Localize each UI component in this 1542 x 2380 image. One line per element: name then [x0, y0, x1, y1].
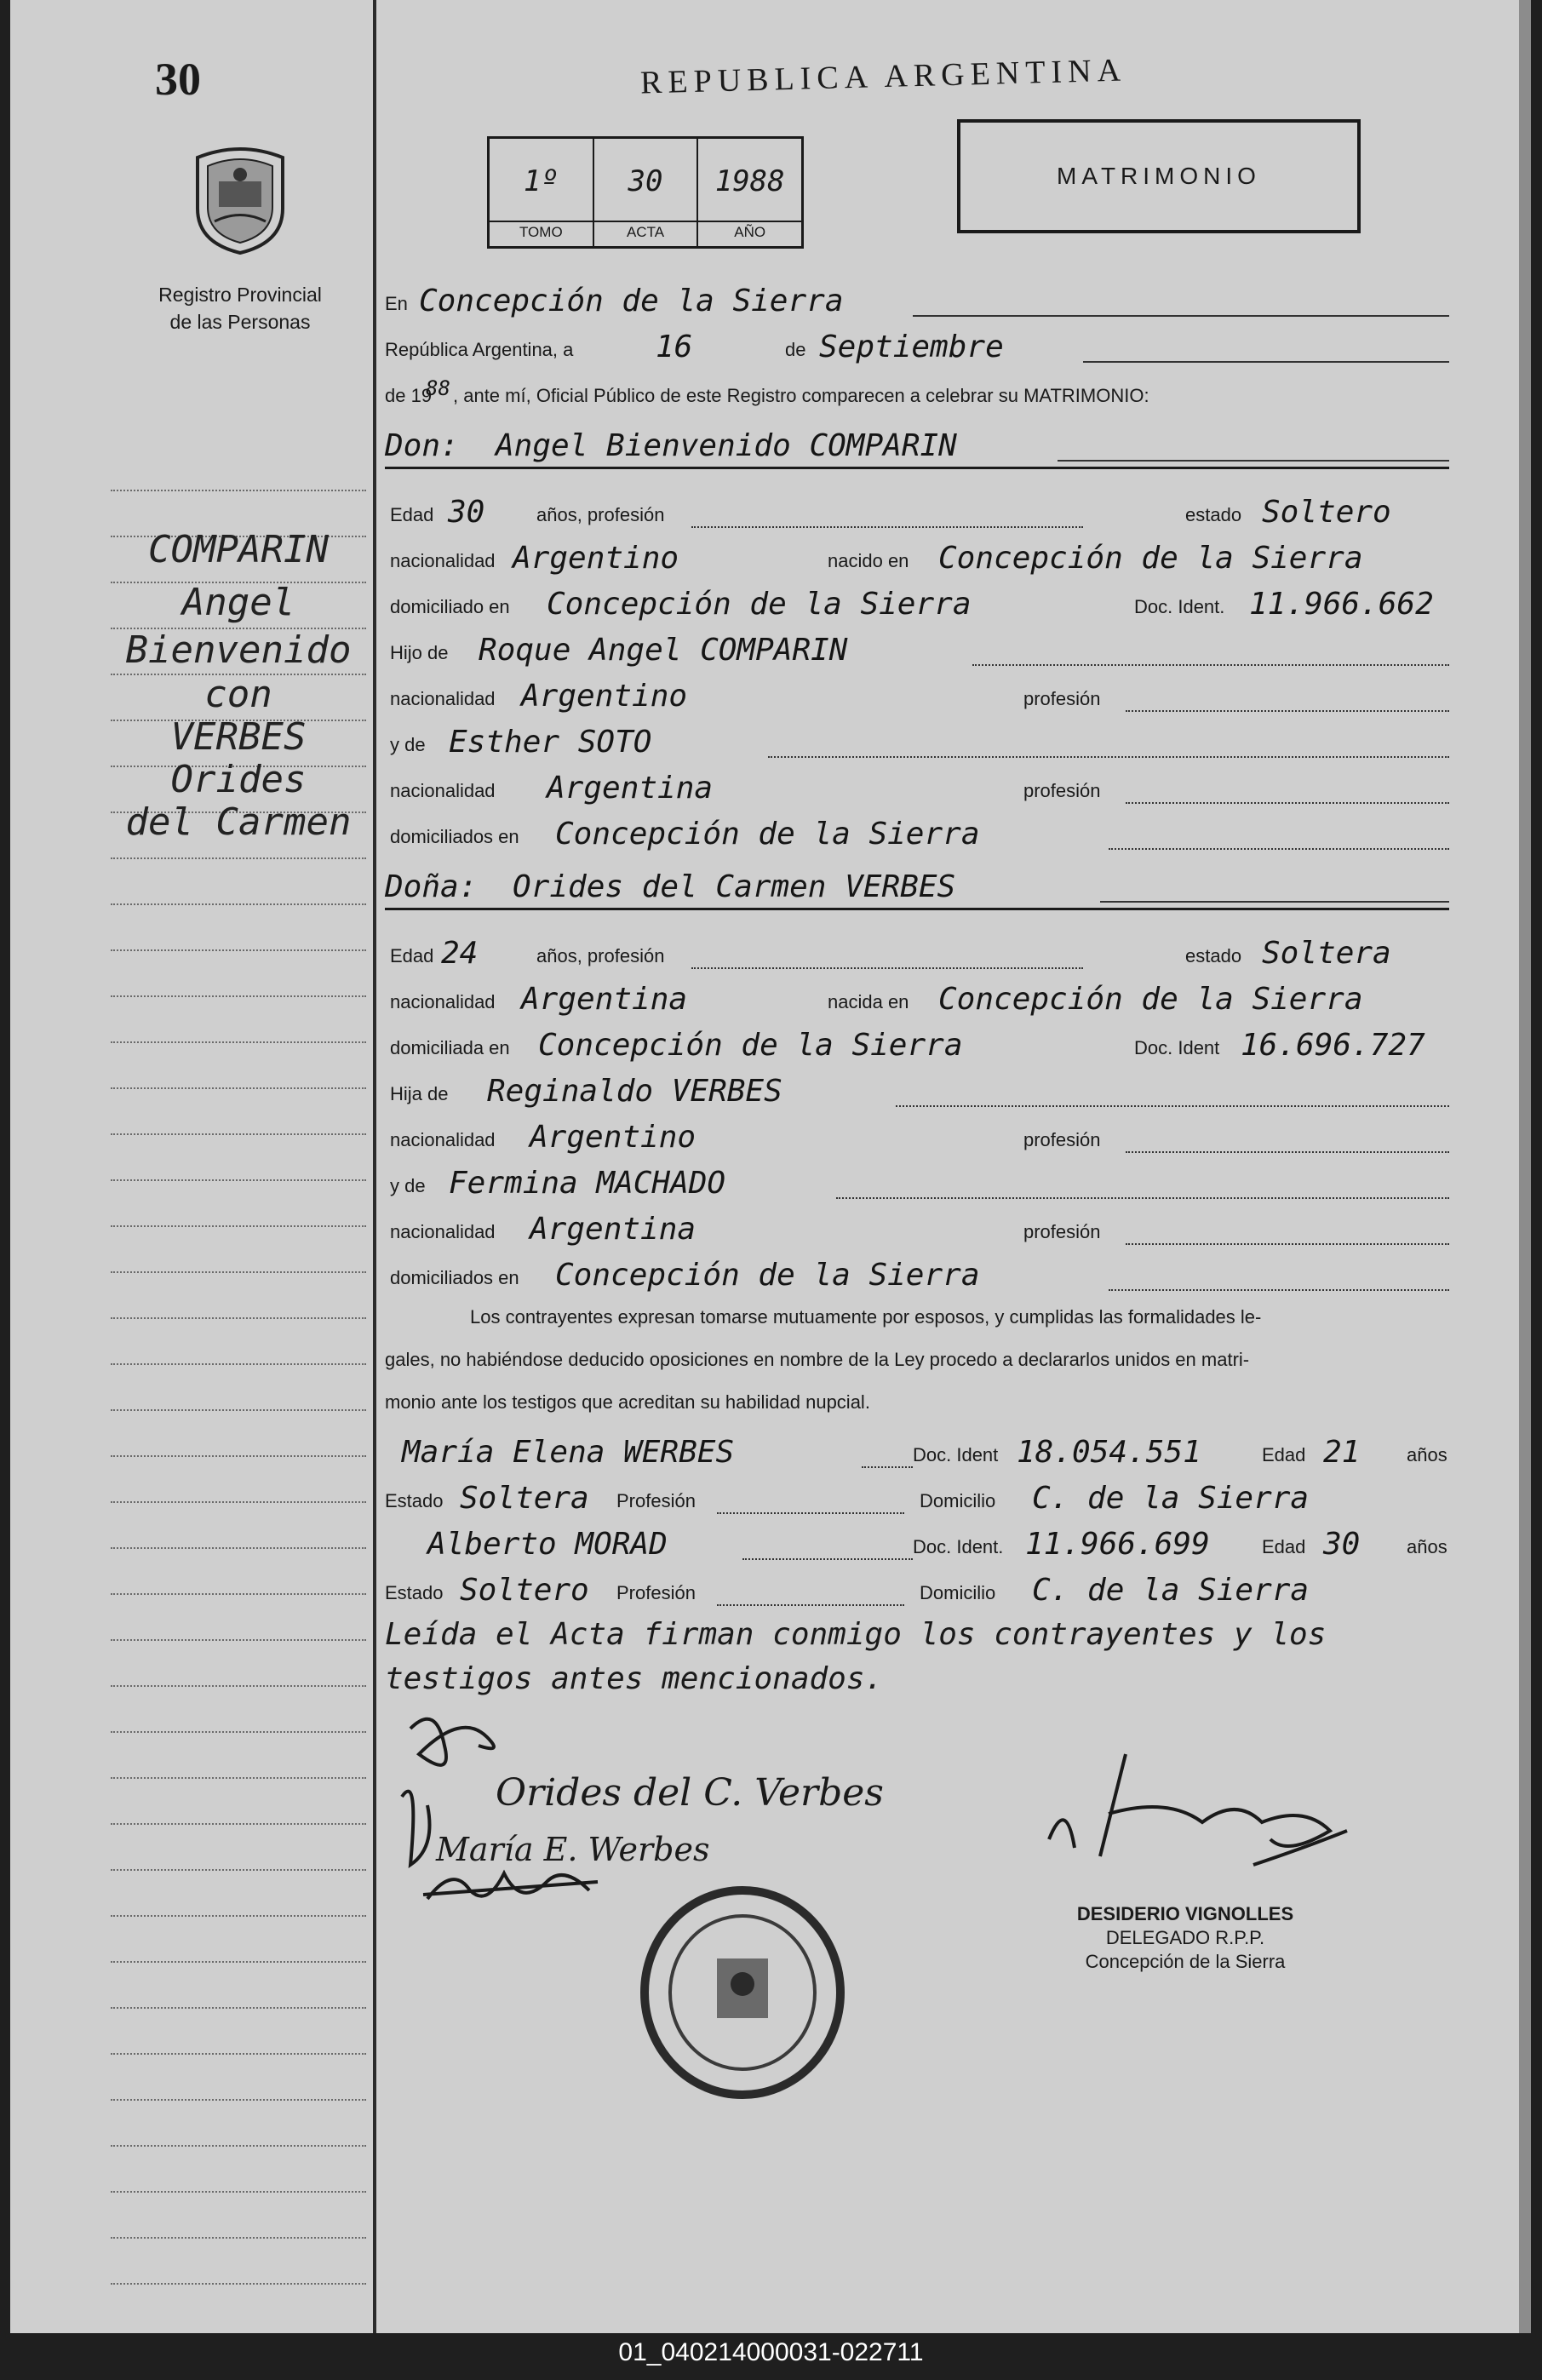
sidebar-rule [111, 1179, 366, 1181]
margin-name-line: con [204, 673, 272, 716]
registry-stamp-icon [636, 1882, 849, 2103]
bride-nationality-row: nacionalidad Argentina nacida en Concepción de la Sierra [390, 982, 1363, 1017]
acta-cell [594, 139, 699, 246]
ano-label: AÑO [698, 221, 801, 241]
witness2-name: Alberto MORAD [427, 1527, 668, 1562]
tomo-value: 1º [523, 164, 559, 198]
margin-name-line: COMPARIN [148, 528, 329, 571]
sidebar-rule [111, 1547, 366, 1549]
sidebar-rule [111, 1915, 366, 1917]
sidebar-rule [111, 1685, 366, 1687]
sidebar-rule [111, 903, 366, 905]
sidebar-rule [111, 2053, 366, 2055]
official-signature-icon [1032, 1746, 1356, 1873]
month-value: Septiembre [819, 330, 1004, 364]
page-number: 30 [155, 54, 201, 105]
margin-name-line: Orides [170, 758, 307, 801]
official-block [1015, 1902, 1356, 1974]
margin-name-line: Bienvenido [125, 628, 352, 672]
sidebar-rule [111, 1777, 366, 1779]
sidebar-rule [111, 1087, 366, 1089]
bride-age-row: Edad 24 años, profesión estado Soltera [390, 936, 1391, 971]
sidebar-rule [111, 1271, 366, 1273]
province-seal-icon [189, 141, 291, 255]
margin-name-line: Angel [181, 581, 295, 624]
declaration-paragraph: Los contrayentes expresan tomarse mutuamente por esposos, y cumplidas las formalidades le- gales, no habiéndose deducido oposiciones en nombre de la Ley procedo a declararlos unidos en matri- monio ante los testigos que acreditan su habilidad nupcial. [385, 1306, 1262, 1413]
sidebar-rule [111, 1731, 366, 1733]
sidebar-rule [111, 2145, 366, 2147]
sidebar-rule [111, 1133, 366, 1135]
witness1-details-row: Estado Soltera Profesión Domicilio C. de la Sierra [385, 1481, 1310, 1516]
sidebar-rule [111, 857, 366, 859]
witness1-row: María Elena WERBES Doc. Ident 18.054.551 Edad 21 años [402, 1435, 1447, 1470]
sidebar-rule [111, 2099, 366, 2101]
official-role: DELEGADO R.P.P. [1105, 1927, 1265, 1948]
date-row: República Argentina, a 16 de Septiembre [385, 327, 1449, 366]
acta-label: ACTA [594, 221, 697, 241]
witness-signature: María E. Werbes [436, 1831, 710, 1868]
year-row: de 19 88 , ante mí, Oficial Público de este Registro comparecen a celebrar su MATRIMONIO: [385, 376, 1149, 406]
groom-name: Angel Bienvenido COMPARIN [496, 428, 957, 463]
footer-code: 01_040214000031-022711 [618, 2338, 924, 2366]
groom-mother-nationality-row: nacionalidad Argentina profesión [385, 768, 1449, 807]
sidebar-rule [111, 1823, 366, 1825]
bride-father-nationality-row: nacionalidad Argentino profesión [385, 1117, 1449, 1156]
sidebar-rule [111, 1455, 366, 1457]
groom-mother-row: y de Esther SOTO [385, 722, 1449, 761]
margin-divider [373, 0, 376, 2333]
bride-mother-nationality-row: nacionalidad Argentina profesión [385, 1209, 1449, 1248]
ano-value: 1988 [714, 164, 785, 198]
sidebar-rule [111, 1409, 366, 1411]
section-rule [385, 467, 1449, 469]
witness2-signature-icon [419, 1856, 606, 1916]
witness2-row: Alberto MORAD Doc. Ident. 11.966.699 Edad 30 años [427, 1527, 1447, 1562]
sidebar-rule [111, 1363, 366, 1365]
act-type-box: MATRIMONIO [957, 119, 1361, 233]
bride-mother-row: y de Fermina MACHADO [385, 1163, 1449, 1202]
register-page [10, 0, 1531, 2333]
acta-value: 30 [628, 164, 663, 198]
sidebar-rule [111, 1041, 366, 1043]
bride-name-row: Doña: Orides del Carmen VERBES [385, 863, 1449, 906]
sidebar-rule [111, 995, 366, 997]
sidebar-rule [111, 1501, 366, 1503]
sidebar-rule [111, 2283, 366, 2285]
bride-father-row: Hija de Reginaldo VERBES [385, 1071, 1449, 1110]
tomo-label: TOMO [490, 221, 593, 241]
sidebar-rule [111, 1317, 366, 1319]
groom-father-nationality-row: nacionalidad Argentino profesión [385, 676, 1449, 715]
bride-parents-domicile-row: domiciliados en Concepción de la Sierra [385, 1255, 1449, 1294]
registry-name: Registro Provincial de las Personas [158, 284, 322, 333]
tomo-cell [490, 139, 594, 246]
sidebar-rule [111, 1639, 366, 1641]
groom-name-row: Don: Angel Bienvenido COMPARIN [385, 422, 1449, 465]
place-value: Concepción de la Sierra [419, 284, 844, 318]
witness2-details-row: Estado Soltero Profesión Domicilio C. de la Sierra [385, 1573, 1310, 1608]
margin-name-line: VERBES [170, 715, 307, 759]
section-rule [385, 908, 1449, 910]
sidebar-rule [111, 490, 366, 491]
groom-domicile-row: domiciliado en Concepción de la Sierra Doc. Ident. 11.966.662 [390, 587, 1434, 622]
sidebar-rule [111, 1961, 366, 1963]
sidebar-rule [111, 2237, 366, 2239]
acta-box [487, 136, 804, 249]
groom-parents-domicile-row: domiciliados en Concepción de la Sierra [385, 814, 1449, 853]
day-value: 16 [656, 330, 693, 364]
closing-statement: Leída el Acta firman conmigo los contrayentes y los testigos antes mencionados. [385, 1617, 1327, 1696]
bride-name: Orides del Carmen VERBES [513, 869, 956, 904]
groom-father-row: Hijo de Roque Angel COMPARIN [385, 630, 1449, 669]
sidebar-rule [111, 1225, 366, 1227]
sidebar-rule [111, 1869, 366, 1871]
witness1-name: María Elena WERBES [402, 1435, 735, 1470]
bride-domicile-row: domiciliada en Concepción de la Sierra Doc. Ident 16.696.727 [390, 1028, 1425, 1063]
ano-cell [698, 139, 801, 246]
official-name: DESIDERIO VIGNOLLES [1076, 1903, 1294, 1924]
place-row: En Concepción de la Sierra [385, 281, 1449, 320]
bride-signature: Orides del C. Verbes [496, 1771, 884, 1815]
groom-age-row: Edad 30 años, profesión estado Soltero [390, 495, 1391, 530]
sidebar-rule [111, 949, 366, 951]
sidebar-rule [111, 2191, 366, 2193]
sidebar-rule [111, 2007, 366, 2009]
groom-nationality-row: nacionalidad Argentino nacido en Concepción de la Sierra [390, 541, 1363, 576]
year-value: 88 [426, 376, 450, 400]
sidebar-rule [111, 1593, 366, 1595]
country-title: REPUBLICA ARGENTINA [639, 52, 1127, 101]
official-place: Concepción de la Sierra [1085, 1951, 1286, 1972]
margin-name-line: del Carmen [125, 800, 352, 844]
